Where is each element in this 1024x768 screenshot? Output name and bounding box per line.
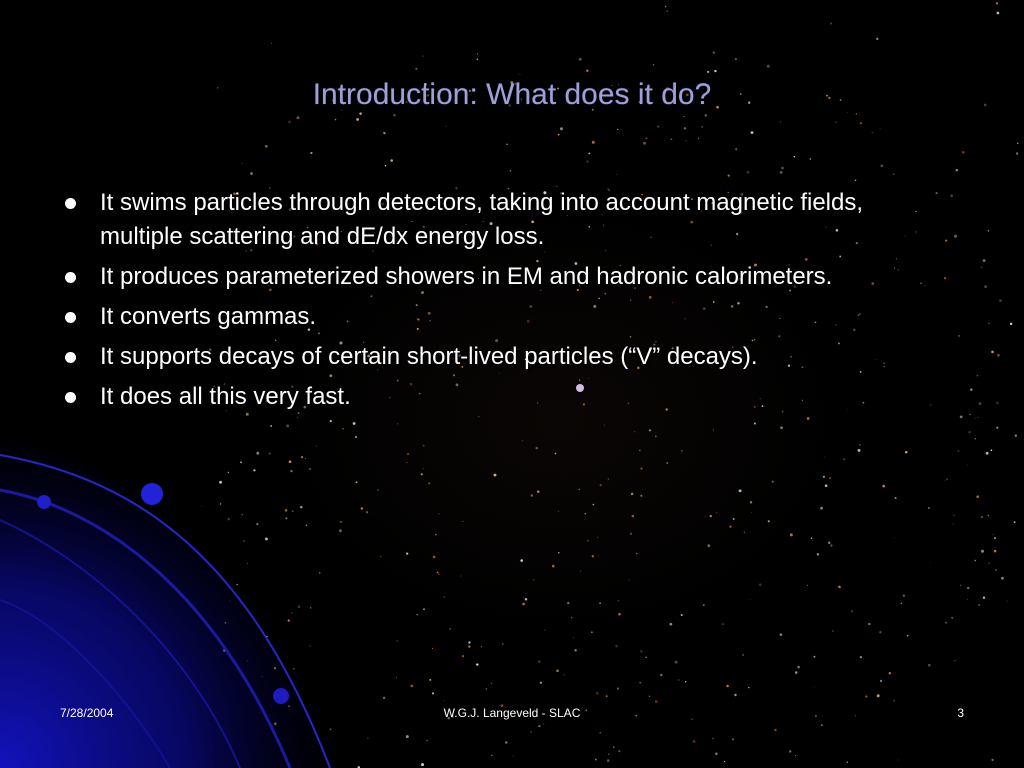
bullet-item: It supports decays of certain short-lived particles (“V” decays). — [60, 340, 940, 374]
orb-large — [141, 483, 163, 505]
bullet-list — [60, 186, 940, 420]
footer-date: 7/28/2004 — [60, 706, 114, 720]
footer-author: W.G.J. Langeveld - SLAC — [443, 706, 581, 720]
orb-small — [37, 495, 51, 509]
slide-title: Introduction: What does it do? — [312, 78, 712, 111]
slide-number: 3 — [957, 706, 964, 720]
bullet-item: It produces parameterized showers in EM and hadronic calorimeters. — [60, 260, 940, 294]
bullet-item: It does all this very fast. — [60, 380, 940, 414]
bullet-item: It converts gammas. — [60, 300, 940, 334]
bullet-item: It swims particles through detectors, taking into account magnetic fields, multiple scattering and dE/dx energy loss. — [60, 186, 940, 254]
orb-bottom — [273, 688, 289, 704]
